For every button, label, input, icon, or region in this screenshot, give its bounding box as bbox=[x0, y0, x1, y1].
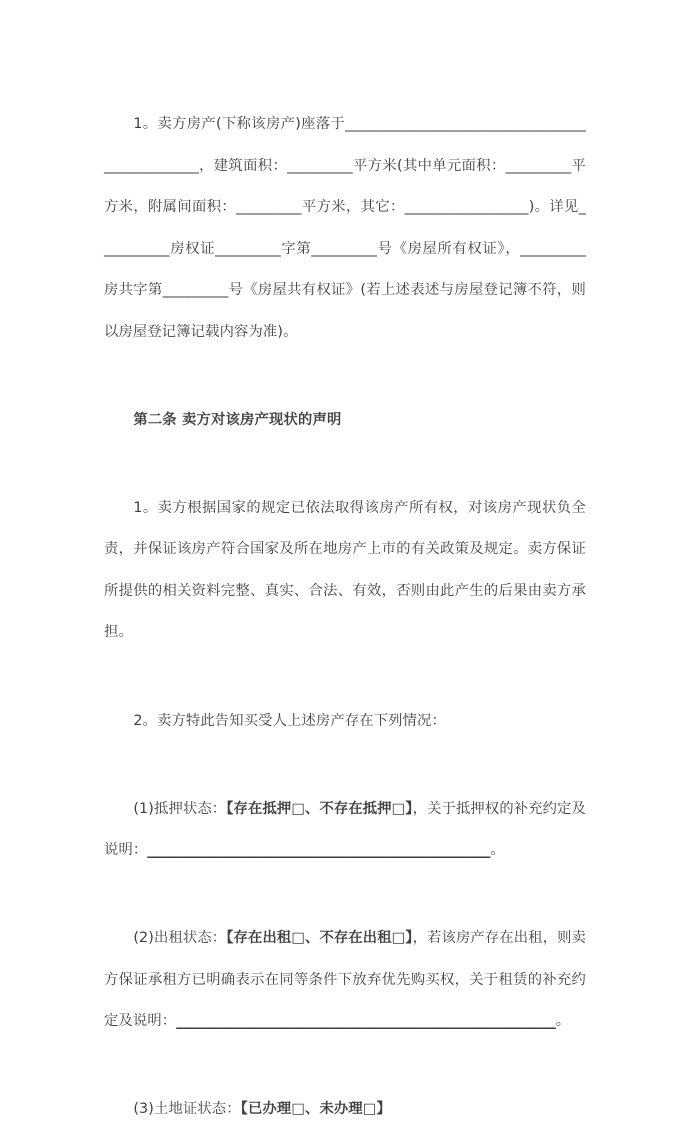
paragraph-clause1-property-location: 1。卖方房产(下称该房产)座落于______________________________________________，建筑面积：_________平方米(其中单元面积：_________平方米，附属间面积：_________平方米，其它：_________________)。详见__________房权证_________字第_________号《房屋所有权证》，_________房共字第_________号《房屋共有权证》(若上述表述与房屋登记簿不符，则以房屋登记簿记载内容为准)。 bbox=[104, 116, 586, 340]
landcert-label: (3)土地证状态： bbox=[133, 1101, 241, 1118]
paragraph-mortgage-status bbox=[104, 789, 586, 872]
paragraph-section2-item1: 1。卖方根据国家的规定已依法取得该房产所有权，对该房产现状负全责，并保证该房产符合国家及所在地房产上市的有关政策及规定。卖方保证所提供的相关资料完整、真实、合法、有效，否则由此产生的后果由卖方承担。 bbox=[104, 499, 586, 641]
lease-label: (2)出租状态： bbox=[133, 930, 227, 947]
paragraph-spacer bbox=[104, 1057, 586, 1075]
paragraph-lease-status bbox=[104, 918, 586, 1043]
lease-note-blank[interactable]: ____________________________________________________ bbox=[176, 1013, 556, 1030]
paragraph-spacer bbox=[104, 668, 586, 686]
mortgage-note-blank[interactable]: _______________________________________________ bbox=[147, 842, 491, 859]
paragraph-section2-item2: 2。卖方特此告知买受人上述房产存在下列情况： bbox=[133, 712, 446, 729]
lease-period: 。 bbox=[555, 1013, 571, 1030]
mortgage-period: 。 bbox=[490, 842, 505, 859]
lease-note-label: ，若该房产存在出租，则卖方保证承租方已明确表示在同等条件下放弃优先购买权，关于租赁的补充约定及说明： bbox=[104, 930, 587, 1030]
paragraph-spacer bbox=[104, 886, 586, 904]
paragraph-spacer bbox=[104, 456, 586, 474]
mortgage-label: (1)抵押状态： bbox=[133, 800, 227, 817]
paragraph-spacer bbox=[104, 756, 586, 774]
lease-checkbox-group[interactable]: 【存在出租□、不存在出租□】 bbox=[226, 930, 413, 947]
mortgage-note-label: ，关于抵押权的补充约定及说明： bbox=[104, 800, 587, 859]
heading-section2: 第二条 卖方对该房产现状的声明 bbox=[133, 411, 342, 428]
mortgage-checkbox-group[interactable]: 【存在抵押□、不存在抵押□】 bbox=[226, 800, 413, 817]
paragraph-spacer bbox=[104, 368, 586, 386]
landcert-checkbox-group[interactable]: 【已办理□、未办理□】 bbox=[240, 1101, 391, 1118]
paragraph-landcert-status bbox=[104, 1089, 586, 1131]
document-body bbox=[104, 90, 586, 1145]
